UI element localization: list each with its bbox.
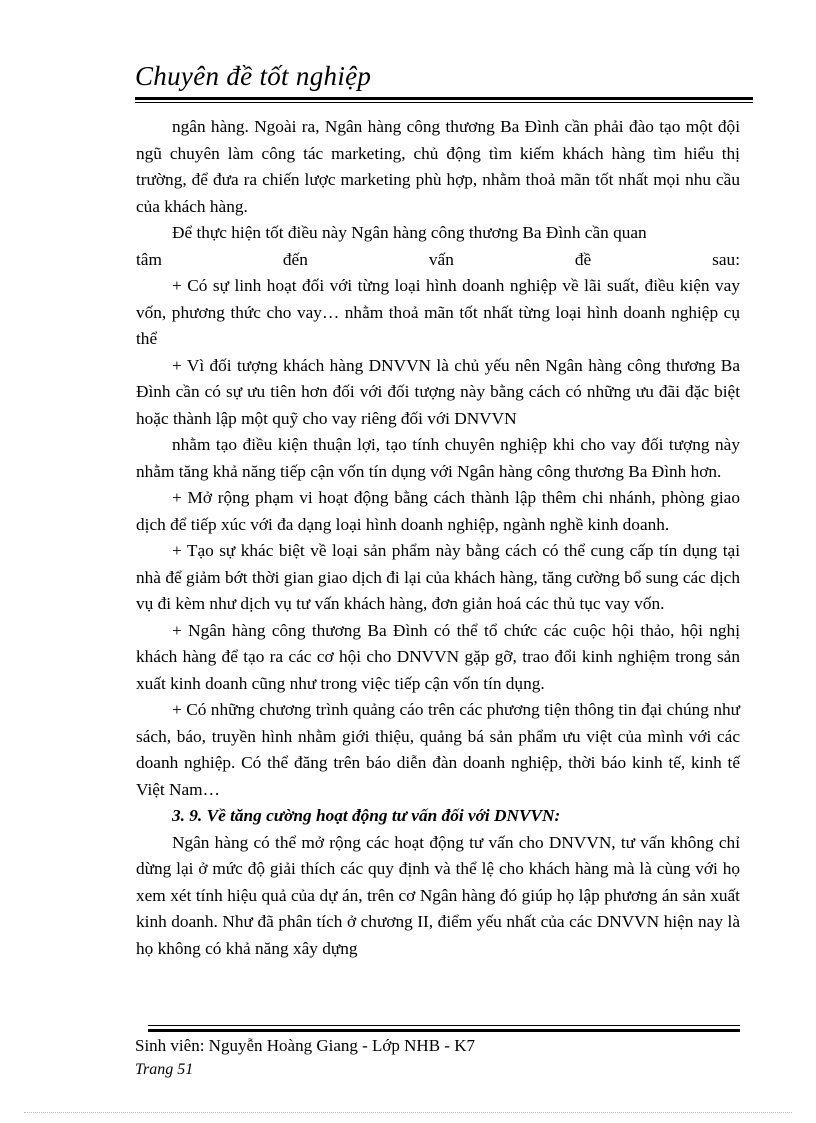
document-body [136, 114, 740, 962]
page-header [135, 58, 753, 94]
footer-divider-thick [148, 1029, 740, 1032]
header-divider-thick [135, 97, 753, 100]
footer-student-info: Sinh viên: Nguyễn Hoàng Giang - Lớp NHB - K7 [135, 1036, 475, 1055]
list-item: + Vì đối tượng khách hàng DNVVN là chủ yếu nên Ngân hàng công thương Ba Đình cần có sự ưu tiên hơn đối với đối tượng này bằng cách có những ưu đãi đặc biệt hoặc thành lập một quỹ cho vay riêng đối với DNVVN [136, 355, 740, 428]
list-item: + Mở rộng phạm vi hoạt động bằng cách thành lập thêm chi nhánh, phòng giao dịch để tiếp xúc với đa dạng loại hình doanh nghiệp, ngành nghề kinh doanh. [136, 488, 740, 534]
footer-divider-thin [148, 1025, 740, 1026]
paragraph: Để thực hiện tốt điều này Ngân hàng công thương Ba Đình cần quan [172, 223, 647, 242]
paragraph: ngân hàng. Ngoài ra, Ngân hàng công thương Ba Đình cần phải đào tạo một đội ngũ chuyên làm công tác marketing, chủ động tìm kiếm khách hàng tìm hiểu thị trường, để đưa ra chiến lược marketing phù hợp, nhằm thoả mãn tốt nhất mọi nhu cầu của khách hàng. [136, 117, 740, 216]
paragraph: tâm đến vấn đề sau: [136, 249, 740, 269]
list-item: + Ngân hàng công thương Ba Đình có thể tổ chức các cuộc hội thảo, hội nghị khách hàng để tạo ra các cơ hội cho DNVVN gặp gỡ, trao đổi kinh nghiệm trong sản xuất kinh doanh cũng như trong việc tiếp cận vốn tín dụng. [136, 620, 740, 693]
list-item: + Tạo sự khác biệt về loại sản phẩm này bằng cách có thể cung cấp tín dụng tại nhà để giảm bớt thời gian giao dịch đi lại của khách hàng, tăng cường bổ sung các dịch vụ đi kèm như dịch vụ tư vấn khách hàng, đơn giản hoá các thủ tục vay vốn. [136, 541, 740, 613]
page-number: Trang 51 [135, 1061, 194, 1078]
paragraph: nhằm tạo điều kiện thuận lợi, tạo tính chuyên nghiệp khi cho vay đối tượng này nhằm tăng khả năng tiếp cận vốn tín dụng với Ngân hàng công thương Ba Đình hơn. [136, 435, 740, 481]
list-item: + Có những chương trình quảng cáo trên các phương tiện thông tin đại chúng như sách, báo, truyền hình nhằm giới thiệu, quảng bá sản phẩm ưu việt của mình với các doanh nghiệp. Có thể đăng trên báo diễn đàn doanh nghiệp, thời báo kinh tế, kinh tế Việt Nam… [136, 700, 740, 799]
list-item: + Có sự linh hoạt đối với từng loại hình doanh nghiệp về lãi suất, điều kiện vay vốn, phương thức cho vay… nhằm thoả mãn tốt nhất từng loại hình doanh nghiệp cụ thể [136, 276, 740, 348]
paragraph: Ngân hàng có thể mở rộng các hoạt động tư vấn cho DNVVN, tư vấn không chỉ dừng lại ở mức độ giải thích các quy định và thể lệ cho khách hàng mà là cùng với họ xem xét tính hiệu quả của dự án, trên cơ Ngân hàng đó giúp họ lập phương án sản xuất kinh doanh. Như đã phân tích ở chương II, điểm yếu nhất của các DNVVN hiện nay là họ không có khả năng xây dựng [136, 832, 740, 958]
header-divider-thin [135, 102, 753, 103]
page-title: Chuyên đề tốt nghiệp [135, 61, 372, 91]
page-edge-divider [24, 1112, 792, 1113]
section-heading: 3. 9. Về tăng cường hoạt động tư vấn đối với DNVVN: [172, 806, 561, 825]
